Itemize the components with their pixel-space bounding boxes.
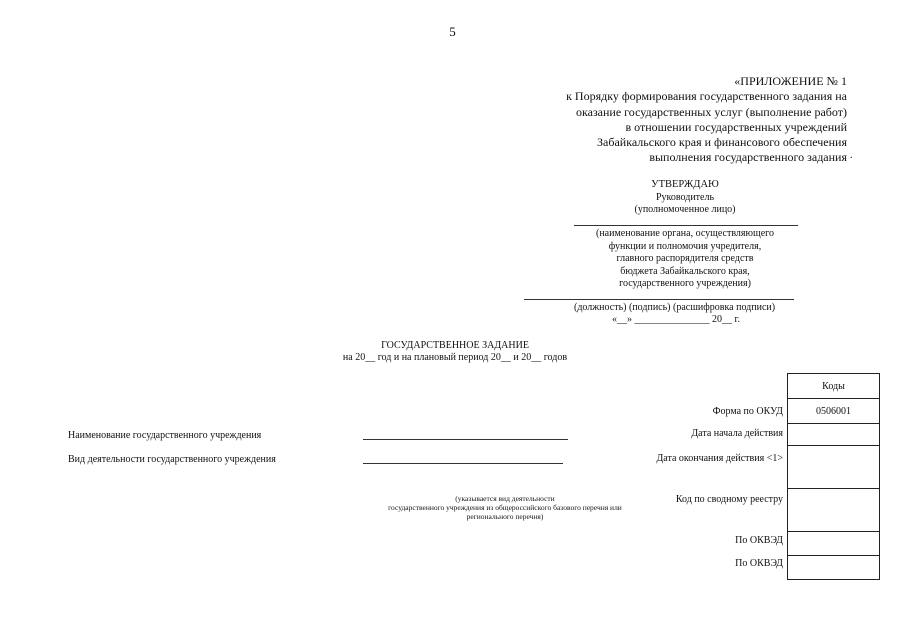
document-period: на 20__ год и на плановый период 20__ и 20__ годов <box>342 352 568 363</box>
activity-note-line: (указывается вид деятельности <box>455 494 555 503</box>
stray-mark: . <box>850 150 853 161</box>
activity-note-line: регионального перечня) <box>466 512 544 521</box>
institution-name-line[interactable] <box>363 439 568 440</box>
org-caption-line: главного распорядителя средств <box>616 253 754 264</box>
code-value-registry[interactable] <box>788 489 880 532</box>
code-label-okved-2: По ОКВЭД <box>735 558 783 569</box>
approve-heading: УТВЕРЖДАЮ <box>651 179 719 190</box>
code-value-okved-1[interactable] <box>788 532 880 556</box>
org-name-line <box>574 225 798 226</box>
code-label-okud: Форма по ОКУД <box>712 406 783 417</box>
org-caption-line: (наименование органа, осуществляющего <box>596 228 774 239</box>
code-label-start-date: Дата начала действия <box>691 428 783 439</box>
appendix-line: к Порядку формирования государственного задания на <box>566 89 847 104</box>
approver-role: Руководитель <box>655 192 715 203</box>
activity-note-line: государственного учреждения из общероссийского базового перечня или <box>388 503 622 512</box>
page-number: 5 <box>449 24 456 39</box>
org-caption-line: государственного учреждения) <box>619 278 751 289</box>
codes-table <box>787 373 880 580</box>
appendix-line: оказание государственных услуг (выполнение работ) <box>575 104 847 119</box>
code-label-end-date: Дата окончания действия <1> <box>656 453 783 464</box>
org-caption-line: бюджета Забайкальского края, <box>620 265 750 277</box>
signature-caption: (должность) (подпись) (расшифровка подписи) <box>574 302 776 313</box>
org-caption-line: функции и полномочия учредителя, <box>608 240 762 252</box>
codes-header: Коды <box>788 374 880 399</box>
approval-date: «__» _______________ 20__ г. <box>612 314 740 325</box>
code-value-start-date[interactable] <box>788 424 880 446</box>
approver-role-note: (уполномоченное лицо) <box>634 204 736 215</box>
code-label-okved-1: По ОКВЭД <box>735 535 783 546</box>
appendix-line: Забайкальского края и финансового обеспечения <box>597 135 847 150</box>
code-label-registry: Код по сводному реестру <box>675 494 783 505</box>
activity-type-line[interactable] <box>363 463 563 464</box>
org-name-caption <box>520 228 850 291</box>
appendix-line: выполнения государственного задания <box>649 150 847 165</box>
appendix-line: в отношении государственных учреждений <box>625 119 847 134</box>
signature-line <box>524 299 794 300</box>
document-title: ГОСУДАРСТВЕННОЕ ЗАДАНИЕ <box>381 340 529 351</box>
code-value-okud[interactable]: 0506001 <box>788 399 880 424</box>
code-value-end-date[interactable] <box>788 446 880 489</box>
code-value-okved-2[interactable] <box>788 556 880 580</box>
activity-type-label: Вид деятельности государственного учреждения <box>68 454 276 465</box>
appendix-title: «ПРИЛОЖЕНИЕ № 1 <box>734 74 847 88</box>
appendix-header <box>507 74 847 166</box>
institution-name-label: Наименование государственного учреждения <box>68 430 262 441</box>
